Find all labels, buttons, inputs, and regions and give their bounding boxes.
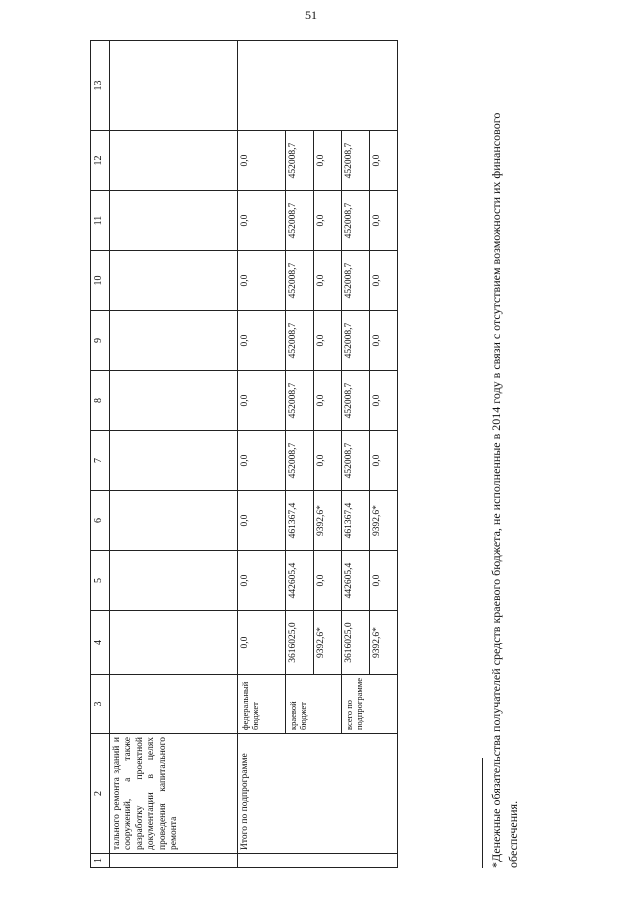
value-cell: 452008,7 [286,191,314,251]
empty-cell [110,491,238,551]
value-cell: 0,0 [314,191,342,251]
value-cell: 0,0 [314,431,342,491]
value-cell: 9392,6* [370,491,398,551]
value-cell: 0,0 [370,251,398,311]
value-cell: 0,0 [370,431,398,491]
continuation-row [110,41,238,868]
value-cell: 442605,4 [342,551,370,611]
col-num: 3 [91,675,110,734]
source-label: всего по подпрограмме [342,675,398,734]
value-cell: 0,0 [370,311,398,371]
col-num: 9 [91,311,110,371]
value-cell: 442605,4 [286,551,314,611]
total-row-federal [238,41,286,868]
empty-cell [110,41,238,131]
value-cell: 452008,7 [342,191,370,251]
col-num: 7 [91,431,110,491]
page-number: 51 [305,8,317,22]
value-cell: 452008,7 [286,311,314,371]
value-cell: 452008,7 [342,311,370,371]
empty-cell [110,131,238,191]
value-cell: 452008,7 [286,371,314,431]
value-cell: 0,0 [314,311,342,371]
value-cell: 0,0 [238,371,286,431]
source-label: краевой бюджет [286,675,342,734]
total-label: Итого по подпрограмме [238,734,398,854]
column-number-row [91,41,110,868]
value-cell: 0,0 [370,191,398,251]
empty-cell [238,41,398,131]
value-cell: 0,0 [370,131,398,191]
col-num: 5 [91,551,110,611]
value-cell: 452008,7 [342,371,370,431]
col-num: 6 [91,491,110,551]
footnote-divider [482,758,483,868]
value-cell: 0,0 [238,611,286,675]
col-num: 4 [91,611,110,675]
empty-cell [110,551,238,611]
empty-cell [110,611,238,675]
budget-table [90,40,398,868]
empty-cell [110,431,238,491]
measure-description: тального ремонта зданий и сооружений, а также разработку проектной документации в целях проведения капитального ремонта [110,734,238,854]
value-cell: 9392,6* [314,491,342,551]
col-num: 13 [91,41,110,131]
empty-cell [110,854,238,868]
value-cell: 3616025,0 [342,611,370,675]
empty-cell [110,251,238,311]
value-cell: 452008,7 [342,131,370,191]
value-cell: 0,0 [370,551,398,611]
col-num: 11 [91,191,110,251]
value-cell: 9392,6* [370,611,398,675]
value-cell: 0,0 [238,131,286,191]
value-cell: 3616025,0 [286,611,314,675]
value-cell: 0,0 [238,431,286,491]
source-label: федеральный бюджет [238,675,286,734]
value-cell: 452008,7 [342,431,370,491]
value-cell: 452008,7 [286,131,314,191]
value-cell: 0,0 [314,131,342,191]
empty-cell [110,675,238,734]
col-num: 8 [91,371,110,431]
value-cell: 0,0 [238,191,286,251]
value-cell: 452008,7 [286,251,314,311]
value-cell: 0,0 [314,251,342,311]
value-cell: 0,0 [314,371,342,431]
value-cell: 0,0 [370,371,398,431]
value-cell: 452008,7 [342,251,370,311]
value-cell: 9392,6* [314,611,342,675]
empty-cell [110,311,238,371]
col-num: 10 [91,251,110,311]
value-cell: 0,0 [238,491,286,551]
rotated-content [90,38,630,868]
empty-cell [110,371,238,431]
value-cell: 0,0 [238,551,286,611]
value-cell: 461367,4 [286,491,314,551]
col-num: 12 [91,131,110,191]
value-cell: 0,0 [238,251,286,311]
value-cell: 461367,4 [342,491,370,551]
footnote: *Денежные обязательства получателей средств краевого бюджета, не исполненные в 2014 году в связи с отсутствием возможности их финансового обеспечения. [489,112,521,868]
col-num: 1 [91,854,110,868]
value-cell: 452008,7 [286,431,314,491]
value-cell: 0,0 [238,311,286,371]
empty-cell [110,191,238,251]
value-cell: 0,0 [314,551,342,611]
col-num: 2 [91,734,110,854]
empty-cell [238,854,398,868]
